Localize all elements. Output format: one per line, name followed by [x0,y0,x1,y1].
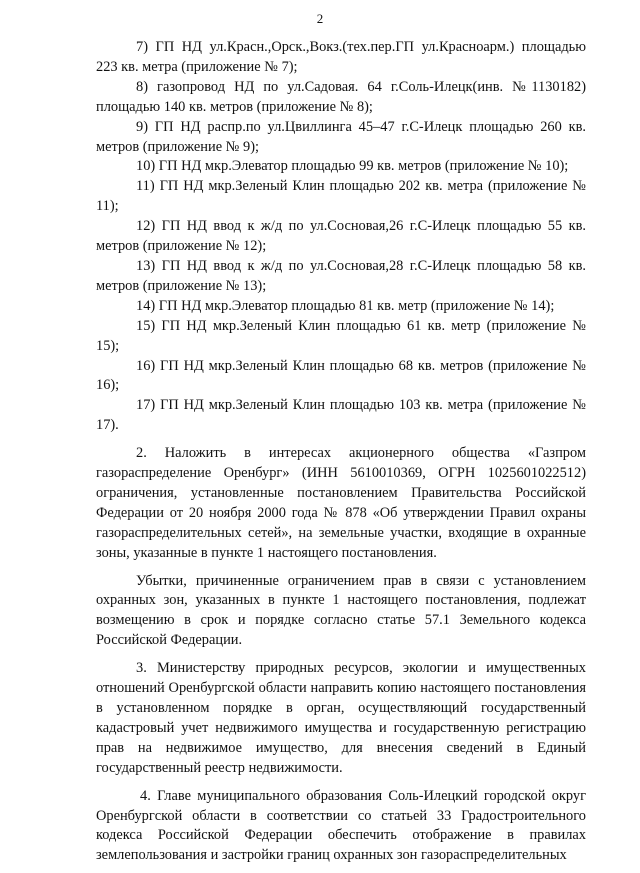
clause-3-paragraph: 3. Министерству природных ресурсов, экологии и имущественных отношений Оренбургской области направить копию настоящего постановления в установленном порядке в орган, осуществляющий государственный кадастровый учет недвижимого имущества и государственную регистрацию прав на недвижимое имущество, для внесения сведений в Единый государственный реестр недвижимости. [96,660,586,776]
page-number: 2 [316,11,324,26]
list-item-13: 13) ГП НД ввод к ж/д по ул.Сосновая,28 г.С-Илецк площадью 58 кв. метров (приложение № 13); [96,257,586,294]
damages-paragraph: Убытки, причиненные ограничением прав в связи с установлением охранных зон, указанных в пункте 1 настоящего постановления, подлежат возмещению в срок и порядке согласно статье 57.1 Земельного кодекса Российской Федерации. [96,572,586,649]
list-item-15: 15) ГП НД мкр.Зеленый Клин площадью 61 кв. метр (приложение № 15); [96,317,586,354]
document-body [96,38,586,866]
clause-4-paragraph: 4. Главе муниципального образования Соль-Илецкий городской округ Оренбургской области в соответствии со статьей 33 Градостроительного кодекса Российской Федерации обеспечить отображение в правилах землепользования и застройки границ охранных зон газораспределительных [96,787,586,864]
list-item-16: 16) ГП НД мкр.Зеленый Клин площадью 68 кв. метров (приложение № 16); [96,357,586,394]
list-item-11: 11) ГП НД мкр.Зеленый Клин площадью 202 кв. метра (приложение № 11); [96,178,586,215]
list-item-12: 12) ГП НД ввод к ж/д по ул.Сосновая,26 г.С-Илецк площадью 55 кв. метров (приложение № 12); [96,218,586,255]
list-item-9: 9) ГП НД распр.по ул.Цвиллинга 45–47 г.С-Илецк площадью 260 кв. метров (приложение № 9); [96,118,586,155]
list-item-8: 8) газопровод НД по ул.Садовая. 64 г.Соль-Илецк(инв. №1130182) площадью 140 кв. метров (приложение № 8); [96,78,586,115]
list-item-7: 7) ГП НД ул.Красн.,Орск.,Вокз.(тех.пер.ГП ул.Красноарм.) площадью 223 кв. метра (приложение № 7); [96,39,586,75]
clause-2-paragraph: 2. Наложить в интересах акционерного общества «Газпром газораспределение Оренбург» (ИНН 5610010369, ОГРН 1025601022512) ограничения, установленные постановлением Правительства Российской Федерации от 20 ноября 2000 года № 878 «Об утверждении Правил охраны газораспределительных сетей», на земельные участки, входящие в охранные зоны, указанные в пункте 1 настоящего постановления. [96,445,586,561]
list-item-10: 10) ГП НД мкр.Элеватор площадью 99 кв. метров (приложение № 10); [136,158,569,175]
list-item-17: 17) ГП НД мкр.Зеленый Клин площадью 103 кв. метра (приложение № 17). [96,397,586,434]
list-item-14: 14) ГП НД мкр.Элеватор площадью 81 кв. метр (приложение № 14); [136,297,555,314]
